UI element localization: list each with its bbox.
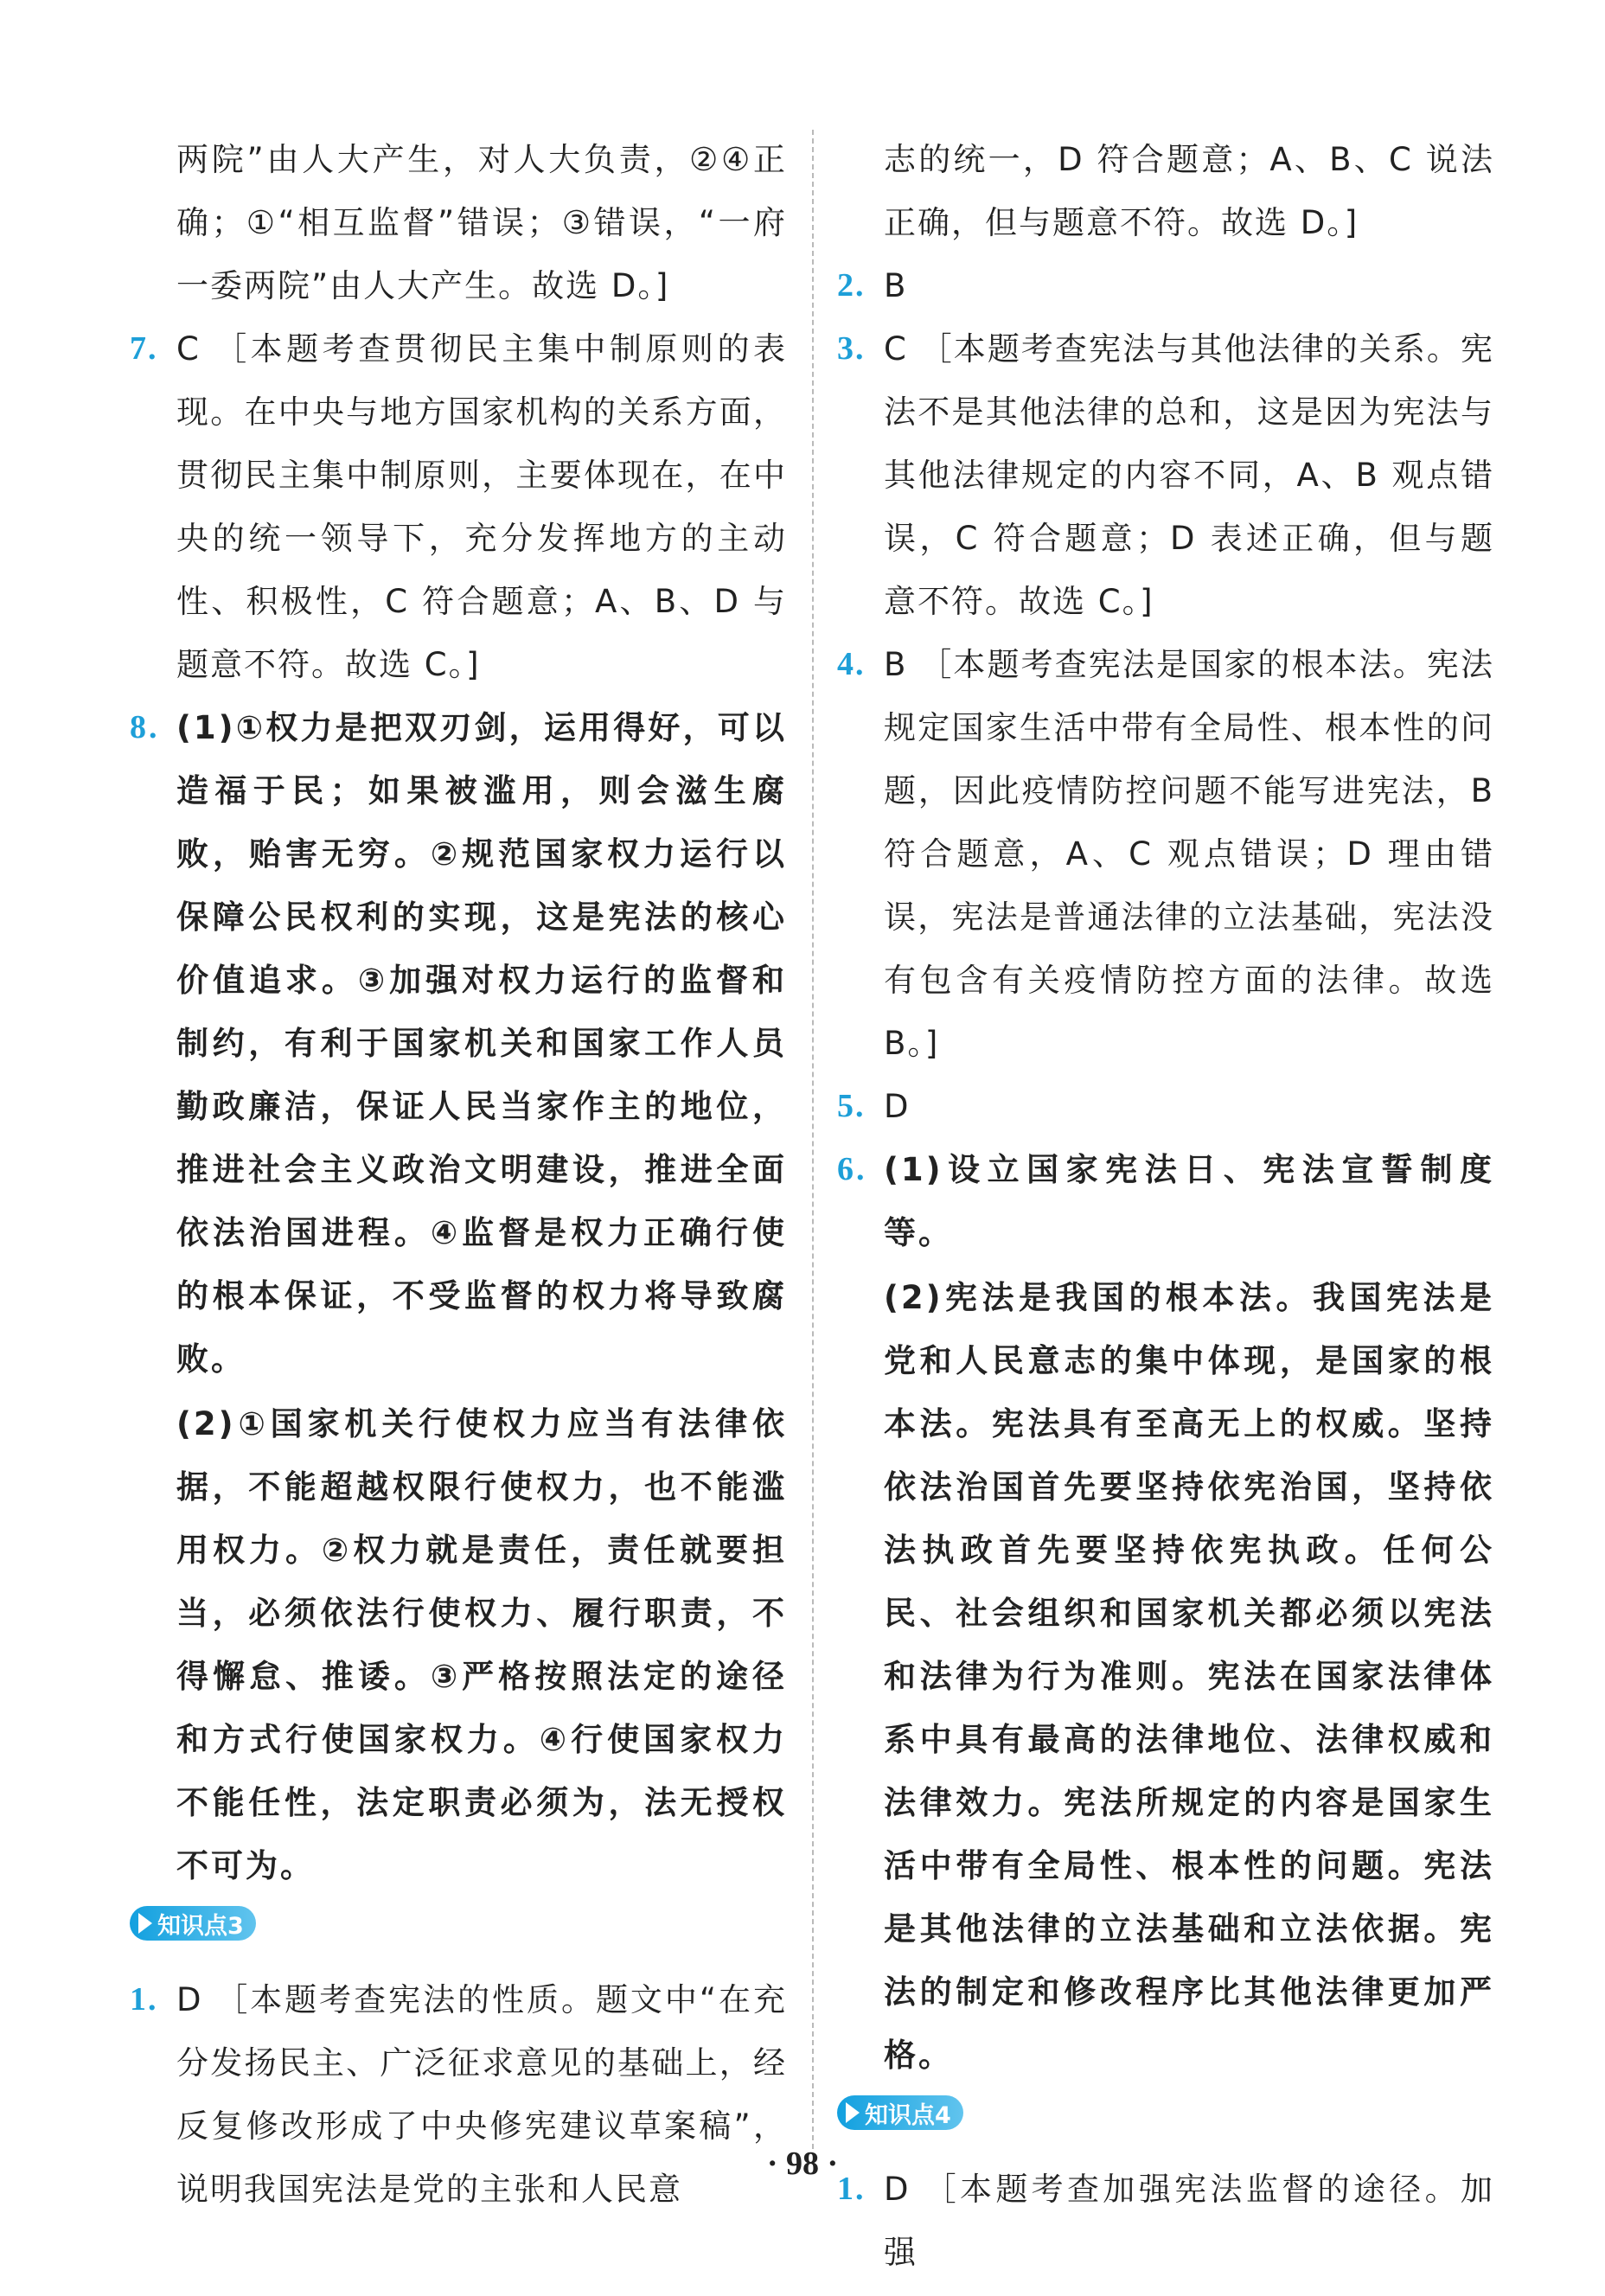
- section-3-heading: [130, 1906, 256, 1941]
- answer-2: [837, 254, 1494, 317]
- answer-2-text: B: [884, 267, 908, 304]
- s3-answer-1: [130, 1968, 787, 2221]
- s4-answer-1-number: 1.: [837, 2171, 866, 2207]
- s3-answer-1-number: 1.: [130, 1981, 158, 2018]
- s3-answer-1-text: D ［本题考查宪法的性质。题文中“在充分发扬民主、广泛征求意见的基础上，经反复修改形成了中央修宪建议草案稿”，说明我国宪法是党的主张和人民意: [176, 1981, 787, 2208]
- answer-5-number: 5.: [837, 1088, 866, 1124]
- answer-6-part1: (1)设立国家宪法日、宪法宣誓制度等。: [884, 1151, 1494, 1251]
- answer-8-part2: (2)①国家机关行使权力应当有法律依据，不能超越权限行使权力，也不能滥用权力。②权力就是责任，责任就要担当，必须依法行使权力、履行职责，不得懈怠、推诿。③严格按照法定的途径和方式行使国家权力。④行使国家权力不能任性，法定职责必须为，法无授权不可为。: [176, 1405, 787, 1884]
- answer-4: [837, 633, 1494, 1075]
- answer-6-continuation: [130, 128, 787, 317]
- column-divider: [812, 130, 814, 2149]
- left-column: [130, 128, 787, 2221]
- answer-6-continuation-text: 两院”由人大产生，对人大负责，②④正确；①“相互监督”错误；③错误，“一府一委两院”由人大产生。故选 D。]: [176, 141, 787, 304]
- answer-8-number: 8.: [130, 709, 160, 745]
- answer-7-number: 7.: [130, 330, 158, 367]
- answer-6-number: 6.: [837, 1151, 867, 1187]
- s3-answer-1-continuation: [837, 128, 1494, 254]
- answer-7-text: C ［本题考查贯彻民主集中制原则的表现。在中央与地方国家机构的关系方面，贯彻民主集中制原则，主要体现在，在中央的统一领导下，充分发挥地方的主动性、积极性，C 符合题意；A、B、D 与题意不符。故选 C。]: [176, 330, 787, 683]
- answer-5: [837, 1075, 1494, 1138]
- answer-4-text: B ［本题考查宪法是国家的根本法。宪法规定国家生活中带有全局性、根本性的问题，因此疫情防控问题不能写进宪法，B 符合题意，A、C 观点错误；D 理由错误，宪法是普通法律的立法基础，宪法没有包含有关疫情防控方面的法律。故选 B。]: [884, 646, 1494, 1062]
- s4-answer-1-text: D ［本题考查加强宪法监督的途径。加强: [884, 2171, 1494, 2271]
- right-column: [837, 128, 1494, 2284]
- answer-8: [130, 696, 787, 1391]
- section-3-heading-wrap: [130, 1897, 787, 1968]
- answer-6-part2-block: [837, 1266, 1494, 2087]
- s3-answer-1-continuation-text: 志的统一，D 符合题意；A、B、C 说法正确，但与题意不符。故选 D。]: [884, 141, 1494, 241]
- section-4-heading: [837, 2095, 963, 2130]
- section-4-label: 知识点4: [865, 2101, 951, 2129]
- answer-8-part1: (1)①权力是把双刃剑，运用得好，可以造福于民；如果被滥用，则会滋生腐败，贻害无穷。②规范国家权力运行以保障公民权利的实现，这是宪法的核心价值追求。③加强对权力运行的监督和制约，有利于国家机关和国家工作人员勤政廉洁，保证人民当家作主的地位，推进社会主义政治文明建设，推进全面依法治国进程。④监督是权力正确行使的根本保证，不受监督的权力将导致腐败。: [176, 709, 787, 1378]
- answer-8-part2-block: [130, 1392, 787, 1897]
- section-3-label: 知识点3: [157, 1912, 244, 1940]
- answer-6: [837, 1138, 1494, 1264]
- answer-3-number: 3.: [837, 330, 866, 367]
- answer-3-text: C ［本题考查宪法与其他法律的关系。宪法不是其他法律的总和，这是因为宪法与其他法律规定的内容不同，A、B 观点错误，C 符合题意；D 表述正确，但与题意不符。故选 C。]: [884, 330, 1494, 620]
- play-icon: [846, 2102, 860, 2123]
- answer-6-part2: (2)宪法是我国的根本法。我国宪法是党和人民意志的集中体现，是国家的根本法。宪法具有至高无上的权威。坚持依法治国首先要坚持依宪治国，坚持依法执政首先要坚持依宪执政。任何公民、社会组织和国家机关都必须以宪法和法律为行为准则。宪法在国家法律体系中具有最高的法律地位、法律权威和法律效力。宪法所规定的内容是国家生活中带有全局性、根本性的问题。宪法是其他法律的立法基础和立法依据。宪法的制定和修改程序比其他法律更加严格。: [884, 1279, 1494, 2074]
- play-icon: [138, 1913, 152, 1934]
- answer-5-text: D: [884, 1088, 911, 1125]
- answer-7: [130, 317, 787, 696]
- answer-2-number: 2.: [837, 267, 866, 304]
- page-number: · 98 ·: [766, 2146, 839, 2182]
- answer-3: [837, 317, 1494, 633]
- answer-4-number: 4.: [837, 646, 866, 682]
